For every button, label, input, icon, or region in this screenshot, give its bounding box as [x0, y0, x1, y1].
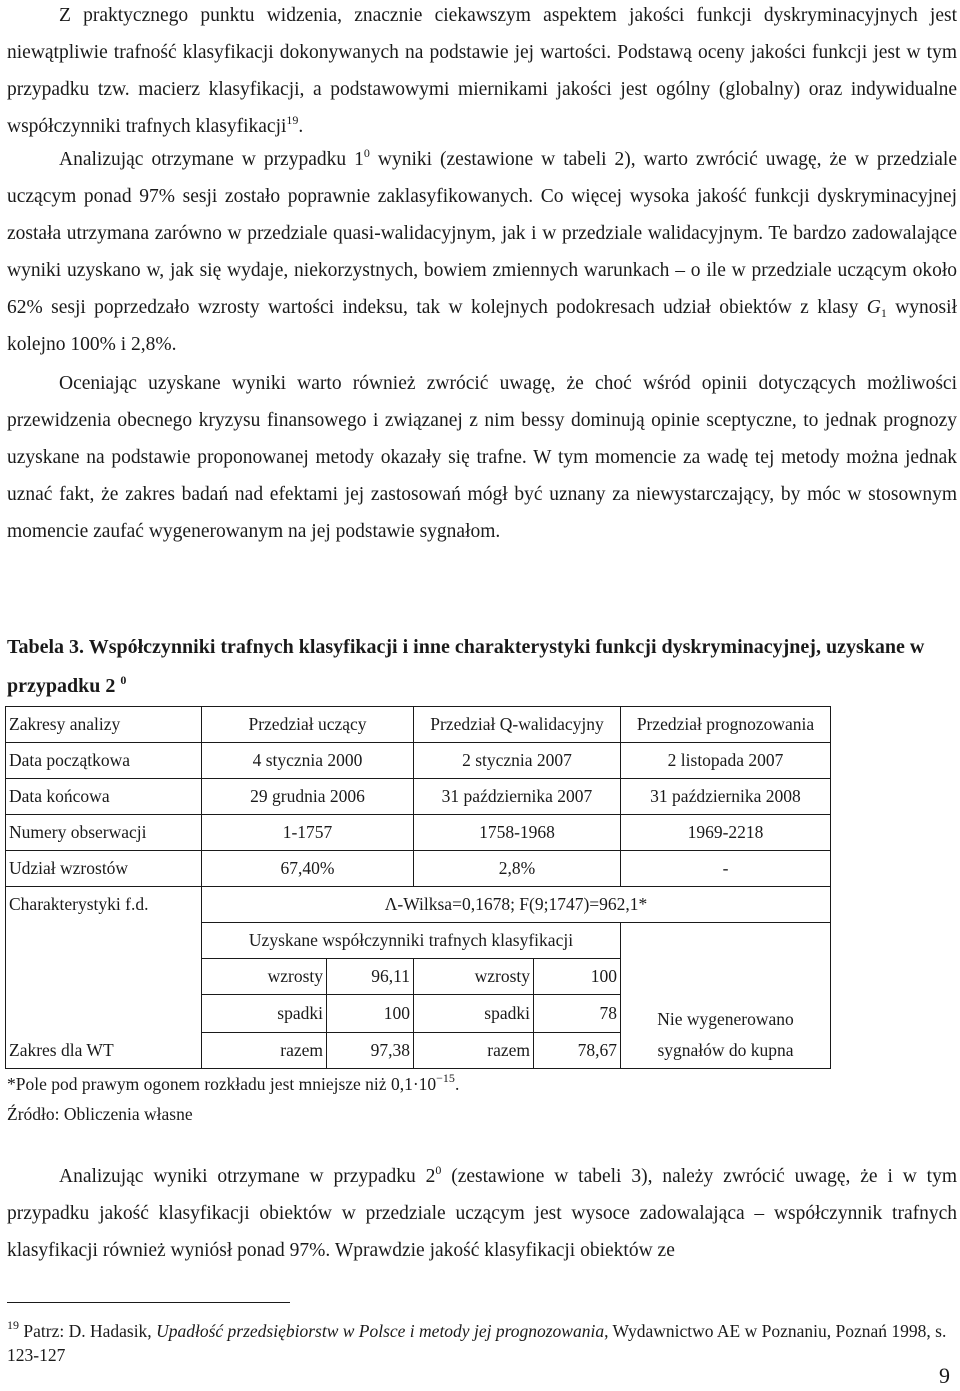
subscript: 1	[880, 306, 887, 320]
table-note	[7, 1072, 459, 1096]
table-cell: wzrosty	[202, 959, 327, 995]
table-source: Źródło: Obliczenia własne	[7, 1104, 193, 1124]
table-cell: 31 października 2008	[621, 779, 831, 815]
table-cell: 1758-1968	[414, 815, 621, 851]
table-subheader-row	[6, 923, 831, 959]
footnote-title: Upadłość przedsiębiorstw w Polsce i metody jej prognozowania	[156, 1321, 605, 1341]
footnote-suffix: , Wydawnictwo AE w Poznaniu, Poznań 1998, s. 123-127	[7, 1321, 947, 1365]
table-cell: 29 grudnia 2006	[202, 779, 414, 815]
variable-g: G	[866, 297, 881, 318]
table-cell: 31 października 2007	[414, 779, 621, 815]
table-cell: 2 listopada 2007	[621, 743, 831, 779]
paragraph-4-end: (zestawione w tabeli 3), należy zwrócić uwagę, że i w tym przypadku jakość klasyfikacji obiektów w przedziale uczącym jest wysoce zadowalająca – współczynnik trafnych klasyfikacji również wyniósł ponad 97%. Wprawdzie jakość klasyfikacji obiektów ze	[7, 1166, 957, 1261]
table-row	[6, 887, 831, 923]
table-cell: 2 stycznia 2007	[414, 743, 621, 779]
empty-cell	[6, 959, 202, 995]
empty-cell	[6, 995, 202, 1033]
formula-base: 0,1·10	[390, 1074, 437, 1094]
paragraph-2-mid: wyniki (zestawione w tabeli 2), warto zwrócić uwagę, że w przedziale uczącym ponad 97% sesji zostało poprawnie zaklasyfikowanych. Co więcej wysoka jakość funkcji dyskryminacyjnej została utrzymana zarówno w przedziale quasi-walidacyjnym, jak i w przedziale walidacyjnym. Te bardzo zadowalające wyniki uzyskano w, jak się wydaje, niekorzystnych, bowiem zmiennych warunkach – o ile w przedziale uczącym około 62% sesji poprzedzało wzrosty wartości indeksu, tak w kolejnych podokresach udział obiektów z klasy	[7, 149, 957, 318]
table-cell: 2,8%	[414, 851, 621, 887]
table-row	[6, 959, 831, 995]
footnote-divider	[7, 1302, 290, 1303]
paragraph-2-end: wynosił kolejno 100% i 2,8%.	[7, 297, 957, 355]
empty-cell	[6, 923, 202, 959]
table-row	[6, 995, 831, 1033]
table-subheader: Uzyskane współczynniki trafnych klasyfikacji	[202, 923, 621, 959]
footnote-ref-19[interactable]: 19	[286, 113, 299, 127]
row-label: Udział wzrostów	[6, 851, 202, 887]
table-row	[6, 1033, 831, 1069]
table-cell: razem	[414, 1033, 534, 1069]
row-label: Data początkowa	[6, 743, 202, 779]
table-cell: spadki	[414, 995, 534, 1033]
table-cell: razem	[202, 1033, 327, 1069]
superscript: 0	[435, 1163, 442, 1177]
table-cell: -	[621, 851, 831, 887]
paragraph-3: Oceniając uzyskane wyniki warto również zwrócić uwagę, że choć wśród opinii dotyczących możliwości przewidzenia obecnego kryzysu finansowego i związanej z nim bessy dominują opinie sceptyczne, to jednak prognozy uzyskane na podstawie proponowanej metody okazały się trafne. W tym momencie za wadę tej metody można jednak uznać fakt, że zakres badań nad efektami jej zastosowań mógł być uznany za niewystarczający, by móc w stosownym momencie zaufać wygenerowanym na jej podstawie sygnałom.	[7, 373, 957, 542]
table-cell: 100	[327, 995, 414, 1033]
header-cell: Zakresy analizy	[6, 707, 202, 743]
row-label: Data końcowa	[6, 779, 202, 815]
header-cell: Przedział Q-walidacyjny	[414, 707, 621, 743]
table-cell: 96,11	[327, 959, 414, 995]
table-cell: 100	[534, 959, 621, 995]
table-cell: 1969-2218	[621, 815, 831, 851]
header-cell: Przedział uczący	[202, 707, 414, 743]
table-caption	[7, 628, 957, 706]
table-row	[6, 743, 831, 779]
superscript: 0	[120, 673, 127, 687]
footnote	[7, 1319, 957, 1367]
row-label: Numery obserwacji	[6, 815, 202, 851]
paragraph-1-text: Z praktycznego punktu widzenia, znacznie ciekawszym aspektem jakości funkcji dyskryminacyjnych jest niewątpliwie trafność klasyfikacji dokonywanych na podstawie jej wartości. Podstawą oceny jakości funkcji jest w tym przypadku tzw. macierz klasyfikacji, a podstawowymi miernikami jakości jest ogólny (globalny) oraz indywidualne współczynniki trafnych klasyfikacji	[7, 5, 957, 137]
paragraph-1-end: .	[298, 116, 304, 137]
superscript: 0	[363, 146, 370, 160]
table-row	[6, 851, 831, 887]
forecast-note: sygnałów do kupna	[621, 1033, 831, 1069]
empty-cell	[621, 923, 831, 959]
table-header-row	[6, 707, 831, 743]
formula-exponent: −15	[436, 1071, 455, 1085]
empty-cell	[621, 959, 831, 995]
table-cell: 78,67	[534, 1033, 621, 1069]
table-cell: 78	[534, 995, 621, 1033]
table-cell: wzrosty	[414, 959, 534, 995]
table-cell: 67,40%	[202, 851, 414, 887]
table-cell: 4 stycznia 2000	[202, 743, 414, 779]
table-cell: spadki	[202, 995, 327, 1033]
row-label: Zakres dla WT	[6, 1033, 202, 1069]
paragraph-1	[7, 0, 957, 145]
forecast-note: Nie wygenerowano	[621, 995, 831, 1033]
table-row	[6, 815, 831, 851]
paragraph-4-start: Analizując wyniki otrzymane w przypadku 2	[59, 1166, 436, 1187]
paragraph-2-start: Analizując otrzymane w przypadku 1	[59, 149, 364, 170]
table-cell: Λ-Wilksa=0,1678; F(9;1747)=962,1*	[202, 887, 831, 923]
table-note-text: *Pole pod prawym ogonem rozkładu jest mniejsze niż	[7, 1074, 391, 1094]
table-caption-text: Tabela 3. Współczynniki trafnych klasyfikacji i inne charakterystyki funkcji dyskryminacyjnej, uzyskane w przypadku 2	[7, 636, 925, 697]
table-row	[6, 779, 831, 815]
paragraph-2	[7, 141, 957, 363]
row-label: Charakterystyki f.d.	[6, 887, 202, 923]
footnote-number: 19	[7, 1318, 19, 1332]
table-cell: 1-1757	[202, 815, 414, 851]
page-number: 9	[939, 1363, 950, 1388]
header-cell: Przedział prognozowania	[621, 707, 831, 743]
paragraph-4	[7, 1158, 957, 1269]
table-note-end: .	[454, 1074, 460, 1094]
results-table	[5, 706, 831, 1069]
footnote-prefix: Patrz: D. Hadasik,	[19, 1321, 157, 1341]
table-cell: 97,38	[327, 1033, 414, 1069]
